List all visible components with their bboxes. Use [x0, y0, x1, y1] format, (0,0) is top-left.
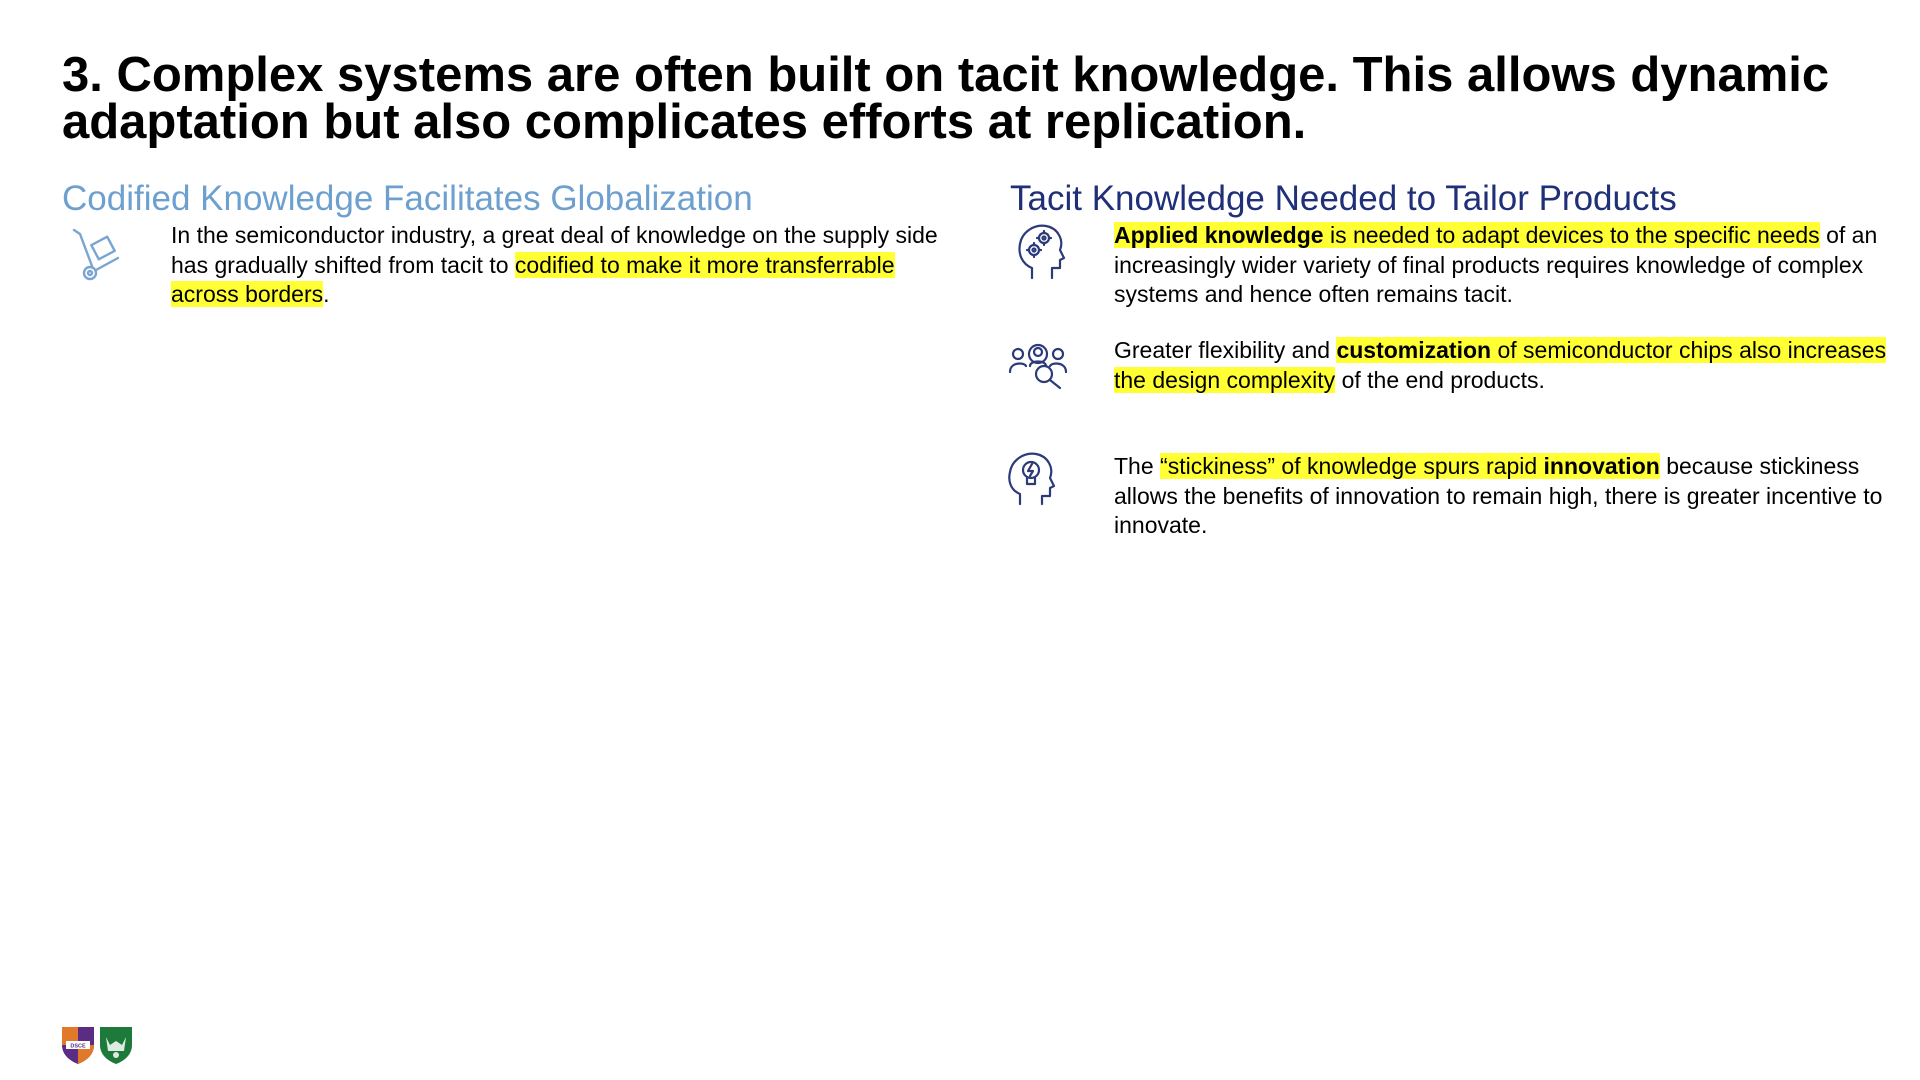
left-column-heading: Codified Knowledge Facilitates Globalization	[62, 179, 753, 218]
left-paragraph	[171, 221, 941, 310]
left-paragraph-highlight: codified to make it more transferrable across borders	[171, 251, 895, 307]
right-item-3-lead: The	[1114, 453, 1161, 479]
people-search-icon	[1008, 340, 1068, 390]
right-item-2-highlight: of semiconductor chips also increases the design complexity	[1114, 337, 1887, 393]
hand-truck-icon	[70, 226, 126, 284]
head-lightbulb-icon	[1006, 450, 1056, 508]
right-item-1-text	[1114, 221, 1894, 310]
right-item-1-rest: of an increasingly wider variety of final products requires knowledge of complex systems and hence often remains tacit.	[1114, 222, 1878, 307]
slide-title: 3. Complex systems are often built on tacit knowledge. This allows dynamic adaptation but also complicates efforts at replication.	[62, 48, 1830, 149]
right-item-3-rest: because stickiness allows the benefits of innovation to remain high, there is greater incentive to innovate.	[1114, 453, 1883, 538]
innovation-bold: innovation	[1543, 453, 1660, 479]
right-item-2-text	[1114, 336, 1894, 395]
applied-knowledge-bold: Applied knowledge	[1114, 222, 1324, 248]
right-item-3-highlight: “stickiness” of knowledge spurs rapid	[1160, 453, 1544, 479]
left-paragraph-text: In the semiconductor industry, a great deal of knowledge on the supply side has gradually shifted from tacit to	[171, 222, 938, 278]
green-shield-logo	[98, 1025, 134, 1070]
customization-bold: customization	[1336, 337, 1492, 363]
purple-shield-logo	[60, 1025, 96, 1070]
right-item-3-text	[1114, 452, 1894, 541]
right-item-2-rest: of the end products.	[1335, 366, 1545, 393]
left-paragraph-end: .	[323, 281, 330, 307]
logo-text: DSCE	[70, 1043, 86, 1050]
right-item-2-lead: Greater flexibility and	[1114, 337, 1337, 363]
right-item-1-highlight: is needed to adapt devices to the specific needs	[1323, 222, 1820, 248]
head-gears-icon	[1014, 222, 1066, 282]
right-column-heading: Tacit Knowledge Needed to Tailor Products	[1010, 179, 1677, 218]
